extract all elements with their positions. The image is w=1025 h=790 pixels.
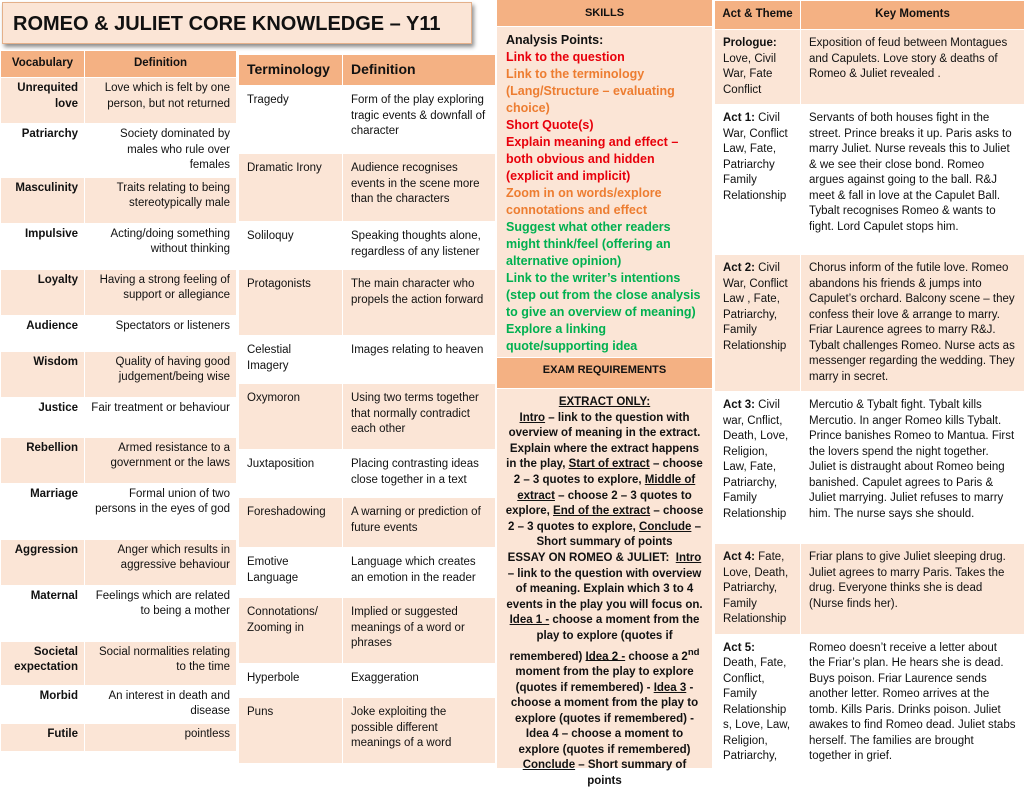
act-name: Act 2:	[723, 262, 755, 274]
terminology-term: Emotive Language	[239, 548, 343, 598]
terminology-term: Foreshadowing	[239, 498, 343, 548]
terminology-header: Terminology	[239, 55, 343, 86]
vocab-definition: Fair treatment or behaviour	[85, 397, 237, 437]
vocab-definition: Love which is felt by one person, but not returned	[85, 78, 237, 124]
terminology-row	[239, 450, 496, 498]
vocab-row	[1, 351, 237, 397]
vocabulary-definition-header: Definition	[85, 51, 237, 78]
vocab-term: Morbid	[1, 685, 85, 723]
terminology-term: Protagonists	[239, 270, 343, 336]
act-themes: Death, Fate, Conflict, Family Relationship s, Love, Law, Religion, Patriarchy,	[723, 657, 791, 762]
vocab-term: Unrequited love	[1, 78, 85, 124]
terminology-definition: Language which creates an emotion in the reader	[343, 548, 496, 598]
terminology-definition: Images relating to heaven	[343, 336, 496, 384]
vocab-term: Rebellion	[1, 437, 85, 483]
terminology-term: Oxymoron	[239, 384, 343, 450]
terminology-definition: Using two terms together that normally contradict each other	[343, 384, 496, 450]
vocabulary-header: Vocabulary	[1, 51, 85, 78]
vocab-term: Audience	[1, 315, 85, 351]
exam-text: – choose 2 – 3 quotes to explore,	[513, 458, 703, 486]
key-moment-text: Mercutio & Tybalt fight. Tybalt kills Mercutio. In anger Romeo kills Tybalt. Prince banishes Romeo to Mantua. First the lovers spend the night together. Juliet is distraught about Romeo being banished. Capulet agrees to Paris & Juliet marrying. Juliet refuses to marry him. The nurse says she should.	[801, 392, 1025, 544]
vocab-row	[1, 177, 237, 223]
extract-only-heading: EXTRACT ONLY:	[558, 396, 651, 408]
exam-term: Start of extract	[568, 458, 650, 471]
analysis-point: Explore a linking quote/supporting idea	[506, 322, 638, 353]
vocab-row	[1, 124, 237, 178]
act-name: Act 5:	[723, 641, 755, 654]
vocab-row	[1, 685, 237, 723]
exam-text: – choose 2 – 3 quotes to explore,	[508, 505, 704, 533]
act-themes: Civil war, Cnflict, Death, Love, Religion, Law, Fate, Patriarchy, Family Relationship	[723, 399, 789, 520]
vocab-definition: Spectators or listeners	[85, 315, 237, 351]
analysis-point: Link to the terminology (Lang/Structure – evaluating choice)	[506, 67, 675, 115]
analysis-title: Analysis Points:	[506, 33, 604, 47]
vocabulary-table	[0, 50, 237, 752]
terminology-term: Dramatic Irony	[239, 154, 343, 222]
vocab-row	[1, 315, 237, 351]
key-moment-row	[715, 105, 1025, 255]
exam-term: Idea 1 -	[509, 614, 550, 627]
exam-term: Idea 2 -	[585, 650, 626, 663]
terminology-definition: The main character who propels the action forward	[343, 270, 496, 336]
vocab-row	[1, 78, 237, 124]
exam-text: choose a 2	[625, 650, 688, 663]
terminology-row	[239, 498, 496, 548]
key-moment-text: Exposition of feud between Montagues and Capulets. Love story & deaths of Romeo & Juliet revealed .	[801, 30, 1025, 105]
exam-term: Intro	[675, 551, 702, 564]
vocab-row	[1, 641, 237, 685]
terminology-row	[239, 384, 496, 450]
vocab-definition: Anger which results in aggressive behaviour	[85, 539, 237, 585]
terminology-term: Connotations/ Zooming in	[239, 598, 343, 664]
terminology-term: Hyperbole	[239, 664, 343, 698]
analysis-point: Short Quote(s)	[506, 118, 594, 132]
terminology-row	[239, 548, 496, 598]
key-moment-text: Romeo doesn’t receive a letter about the Friar’s plan. He hears she is dead. Buys poison. Friar Laurence sends another letter. Romeo arrives at the tomb. Kills Paris. Drinks poison. Juliet awakes to find Romeo dead. Juliet stabs herself. The families are brought together in grief.	[801, 634, 1025, 784]
exam-superscript: nd	[687, 646, 700, 658]
terminology-term: Juxtaposition	[239, 450, 343, 498]
key-moments-header: Key Moments	[801, 1, 1025, 30]
key-moment-row	[715, 634, 1025, 784]
terminology-row	[239, 698, 496, 764]
vocab-term: Loyalty	[1, 269, 85, 315]
act-name: Act 3:	[723, 399, 755, 411]
vocab-definition: Traits relating to being stereotypically male	[85, 177, 237, 223]
terminology-table	[238, 54, 496, 764]
terminology-definition: Exaggeration	[343, 664, 496, 698]
exam-text: – choose 2 – 3 quotes to explore,	[505, 489, 692, 518]
key-moment-text: Chorus inform of the futile love. Romeo abandons his friends & jumps into Capulet’s orchard. Balcony scene – they confess their love & arrange to marry. Friar Laurence agrees to marry R&J. Tybalt challenges Romeo. Nurse acts as messenger regarding the wedding. They marry in secret.	[801, 255, 1025, 392]
analysis-points-panel	[497, 27, 712, 357]
vocab-definition: Acting/doing something without thinking	[85, 223, 237, 269]
act-theme-header: Act & Theme	[715, 1, 801, 30]
terminology-term: Soliloquy	[239, 222, 343, 270]
key-moment-row	[715, 392, 1025, 544]
analysis-point: Link to the question	[506, 50, 625, 64]
vocab-definition: pointless	[85, 723, 237, 751]
vocab-term: Marriage	[1, 483, 85, 539]
vocab-term: Societal expectation	[1, 641, 85, 685]
terminology-row	[239, 154, 496, 222]
act-theme-cell	[715, 544, 801, 635]
vocab-term: Patriarchy	[1, 124, 85, 178]
act-themes: Fate, Love, Death, Patriarchy, Family Relationship	[723, 551, 789, 625]
vocab-term: Masculinity	[1, 177, 85, 223]
vocab-term: Futile	[1, 723, 85, 751]
terminology-row	[239, 336, 496, 384]
exam-requirements-header: EXAM REQUIREMENTS	[497, 358, 712, 388]
terminology-definition: Placing contrasting ideas close together in a text	[343, 450, 496, 498]
analysis-point: Zoom in on words/explore connotations and effect	[506, 186, 662, 217]
vocab-definition: Having a strong feeling of support or allegiance	[85, 269, 237, 315]
exam-text: – link to the question with overview of meaning in the extract. Explain where the extract happens in the play,	[506, 411, 701, 471]
exam-text: moment from the play to explore (quotes if remembered) -	[515, 665, 694, 694]
terminology-term: Tragedy	[239, 86, 343, 154]
vocab-definition: Social normalities relating to the time	[85, 641, 237, 685]
exam-text: – Short summary of points	[575, 759, 687, 788]
vocab-row	[1, 723, 237, 751]
vocab-row	[1, 269, 237, 315]
vocab-row	[1, 437, 237, 483]
terminology-definition: Implied or suggested meanings of a word or phrases	[343, 598, 496, 664]
act-name: Act 1:	[723, 112, 755, 124]
terminology-definition-header: Definition	[343, 55, 496, 86]
vocab-row	[1, 585, 237, 641]
vocab-term: Aggression	[1, 539, 85, 585]
act-name: Prologue:	[723, 37, 777, 49]
vocab-row	[1, 397, 237, 437]
terminology-definition: Audience recognises events in the scene more than the characters	[343, 154, 496, 222]
exam-text: – link to the question with overview of meaning. Explain which 3 to 4 events in the play you will focus on.	[506, 567, 703, 611]
key-moment-row	[715, 30, 1025, 105]
act-theme-cell	[715, 105, 801, 255]
vocab-row	[1, 539, 237, 585]
vocab-term: Impulsive	[1, 223, 85, 269]
vocab-definition: Quality of having good judgement/being wise	[85, 351, 237, 397]
vocab-definition: An interest in death and disease	[85, 685, 237, 723]
terminology-row	[239, 86, 496, 154]
act-themes: Love, Civil War, Fate Conflict	[723, 52, 777, 96]
vocab-term: Wisdom	[1, 351, 85, 397]
terminology-term: Celestial Imagery	[239, 336, 343, 384]
key-moment-text: Friar plans to give Juliet sleeping drug. Juliet agrees to marry Paris. Takes the drug. Everyone thinks she is dead (Nurse finds her).	[801, 544, 1025, 635]
act-themes: Civil War, Conflict Law , Fate, Patriarchy, Family Relationship	[723, 262, 788, 352]
terminology-row	[239, 222, 496, 270]
terminology-row	[239, 270, 496, 336]
act-theme-cell	[715, 634, 801, 784]
key-moment-row	[715, 255, 1025, 392]
vocab-term: Maternal	[1, 585, 85, 641]
exam-term: Intro	[519, 411, 546, 424]
act-theme-cell	[715, 392, 801, 544]
vocab-definition: Society dominated by males who rule over females	[85, 124, 237, 178]
terminology-definition: Speaking thoughts alone, regardless of any listener	[343, 222, 496, 270]
exam-term: Middle of extract	[517, 473, 696, 502]
terminology-term: Puns	[239, 698, 343, 764]
vocab-row	[1, 223, 237, 269]
vocab-term: Justice	[1, 397, 85, 437]
analysis-point: Explain meaning and effect – both obvious and hidden (explicit and implicit)	[506, 135, 679, 183]
exam-requirements-panel	[497, 389, 712, 788]
key-moment-text: Servants of both houses fight in the street. Prince breaks it up. Paris asks to marry Juliet. Nurse reveals this to Juliet & we see their close bond. Romeo argues against going to the ball. R&J meet & fall in love at the Capulet Ball. Tybalt recognises Romeo & wants to fight. Lord Capulet stops him.	[801, 105, 1025, 255]
vocab-row	[1, 483, 237, 539]
terminology-definition: A warning or prediction of future events	[343, 498, 496, 548]
key-moments-table	[714, 0, 1025, 785]
exam-text: – Short summary of points	[536, 520, 701, 549]
vocab-definition: Armed resistance to a government or the laws	[85, 437, 237, 483]
exam-term: Conclude	[639, 520, 692, 533]
exam-term: Conclude	[522, 759, 576, 772]
act-theme-cell	[715, 255, 801, 392]
terminology-definition: Form of the play exploring tragic events & downfall of character	[343, 86, 496, 154]
analysis-point: Suggest what other readers might think/feel (offering an alternative opinion)	[506, 220, 671, 268]
key-moment-row	[715, 544, 1025, 635]
essay-heading: ESSAY ON ROMEO & JULIET:	[507, 551, 670, 564]
skills-header: SKILLS	[497, 0, 712, 26]
vocab-definition: Feelings which are related to being a mother	[85, 585, 237, 641]
analysis-point: Link to the writer’s intentions (step out from the close analysis to give an overview of meaning)	[506, 271, 701, 319]
act-themes: Civil War, Conflict Law, Fate, Patriarchy Family Relationship	[723, 112, 788, 202]
act-name: Act 4:	[723, 551, 755, 563]
exam-text: choose a moment from the play to explore (quotes if remembered)	[509, 614, 700, 663]
terminology-row	[239, 598, 496, 664]
exam-term: End of the extract	[553, 505, 651, 518]
exam-text: - choose a moment from the play to explore (quotes if remembered) - Idea 4 – choose a moment to explore (quotes if remembered)	[510, 681, 699, 756]
vocab-definition: Formal union of two persons in the eyes of god	[85, 483, 237, 539]
act-theme-cell	[715, 30, 801, 105]
terminology-row	[239, 664, 496, 698]
terminology-definition: Joke exploiting the possible different meanings of a word	[343, 698, 496, 764]
page-title: ROMEO & JULIET CORE KNOWLEDGE – Y11	[2, 2, 472, 44]
exam-term: Idea 3	[653, 681, 687, 694]
